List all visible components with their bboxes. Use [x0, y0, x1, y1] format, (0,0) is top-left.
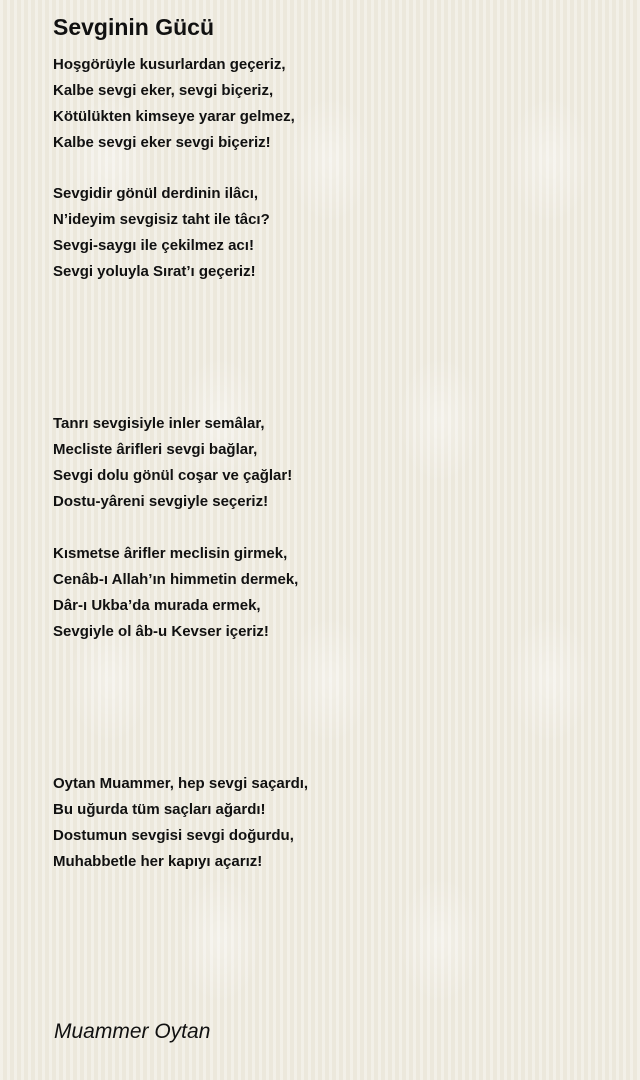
- poem-line: Sevgi-saygı ile çekilmez acı!: [53, 237, 254, 254]
- poem-line: N’ideyim sevgisiz taht ile tâcı?: [53, 211, 270, 228]
- poem-line: Oytan Muammer, hep sevgi saçardı,: [53, 775, 309, 792]
- poem-line: Cenâb-ı Allah’ın himmetin dermek,: [53, 571, 299, 588]
- stanza-4: [53, 541, 298, 645]
- poem-line: Sevgi dolu gönül coşar ve çağlar!: [53, 467, 293, 484]
- poem-line: Sevgi yoluyla Sırat’ı geçeriz!: [53, 263, 256, 280]
- poem-line: Tanrı sevgisiyle inler semâlar,: [53, 415, 265, 432]
- poem-author: Muammer Oytan: [54, 1020, 211, 1043]
- poem-line: Hoşgörüyle kusurlardan geçeriz,: [53, 56, 286, 73]
- poem-line: Kalbe sevgi eker sevgi biçeriz!: [53, 134, 271, 151]
- stanza-3: [53, 411, 292, 515]
- stanza-1: [53, 52, 295, 156]
- poem-line: Dostu-yâreni sevgiyle seçeriz!: [53, 493, 269, 510]
- poem-line: Sevgidir gönül derdinin ilâcı,: [53, 185, 259, 202]
- poem-line: Dâr-ı Ukba’da murada ermek,: [53, 597, 261, 614]
- poem-line: Kalbe sevgi eker, sevgi biçeriz,: [53, 82, 274, 99]
- stanza-2: [53, 181, 270, 285]
- poem-line: Dostumun sevgisi sevgi doğurdu,: [53, 827, 294, 844]
- poem-line: Sevgiyle ol âb-u Kevser içeriz!: [53, 623, 269, 640]
- poem-line: Muhabbetle her kapıyı açarız!: [53, 853, 263, 870]
- poem-line: Mecliste ârifleri sevgi bağlar,: [53, 441, 258, 458]
- poem-title: Sevginin Gücü: [53, 14, 215, 40]
- stanza-5: [53, 771, 308, 875]
- poem-line: Kötülükten kimseye yarar gelmez,: [53, 108, 295, 125]
- poem-line: Bu uğurda tüm saçları ağardı!: [53, 801, 266, 818]
- poem-line: Kısmetse ârifler meclisin girmek,: [53, 545, 288, 562]
